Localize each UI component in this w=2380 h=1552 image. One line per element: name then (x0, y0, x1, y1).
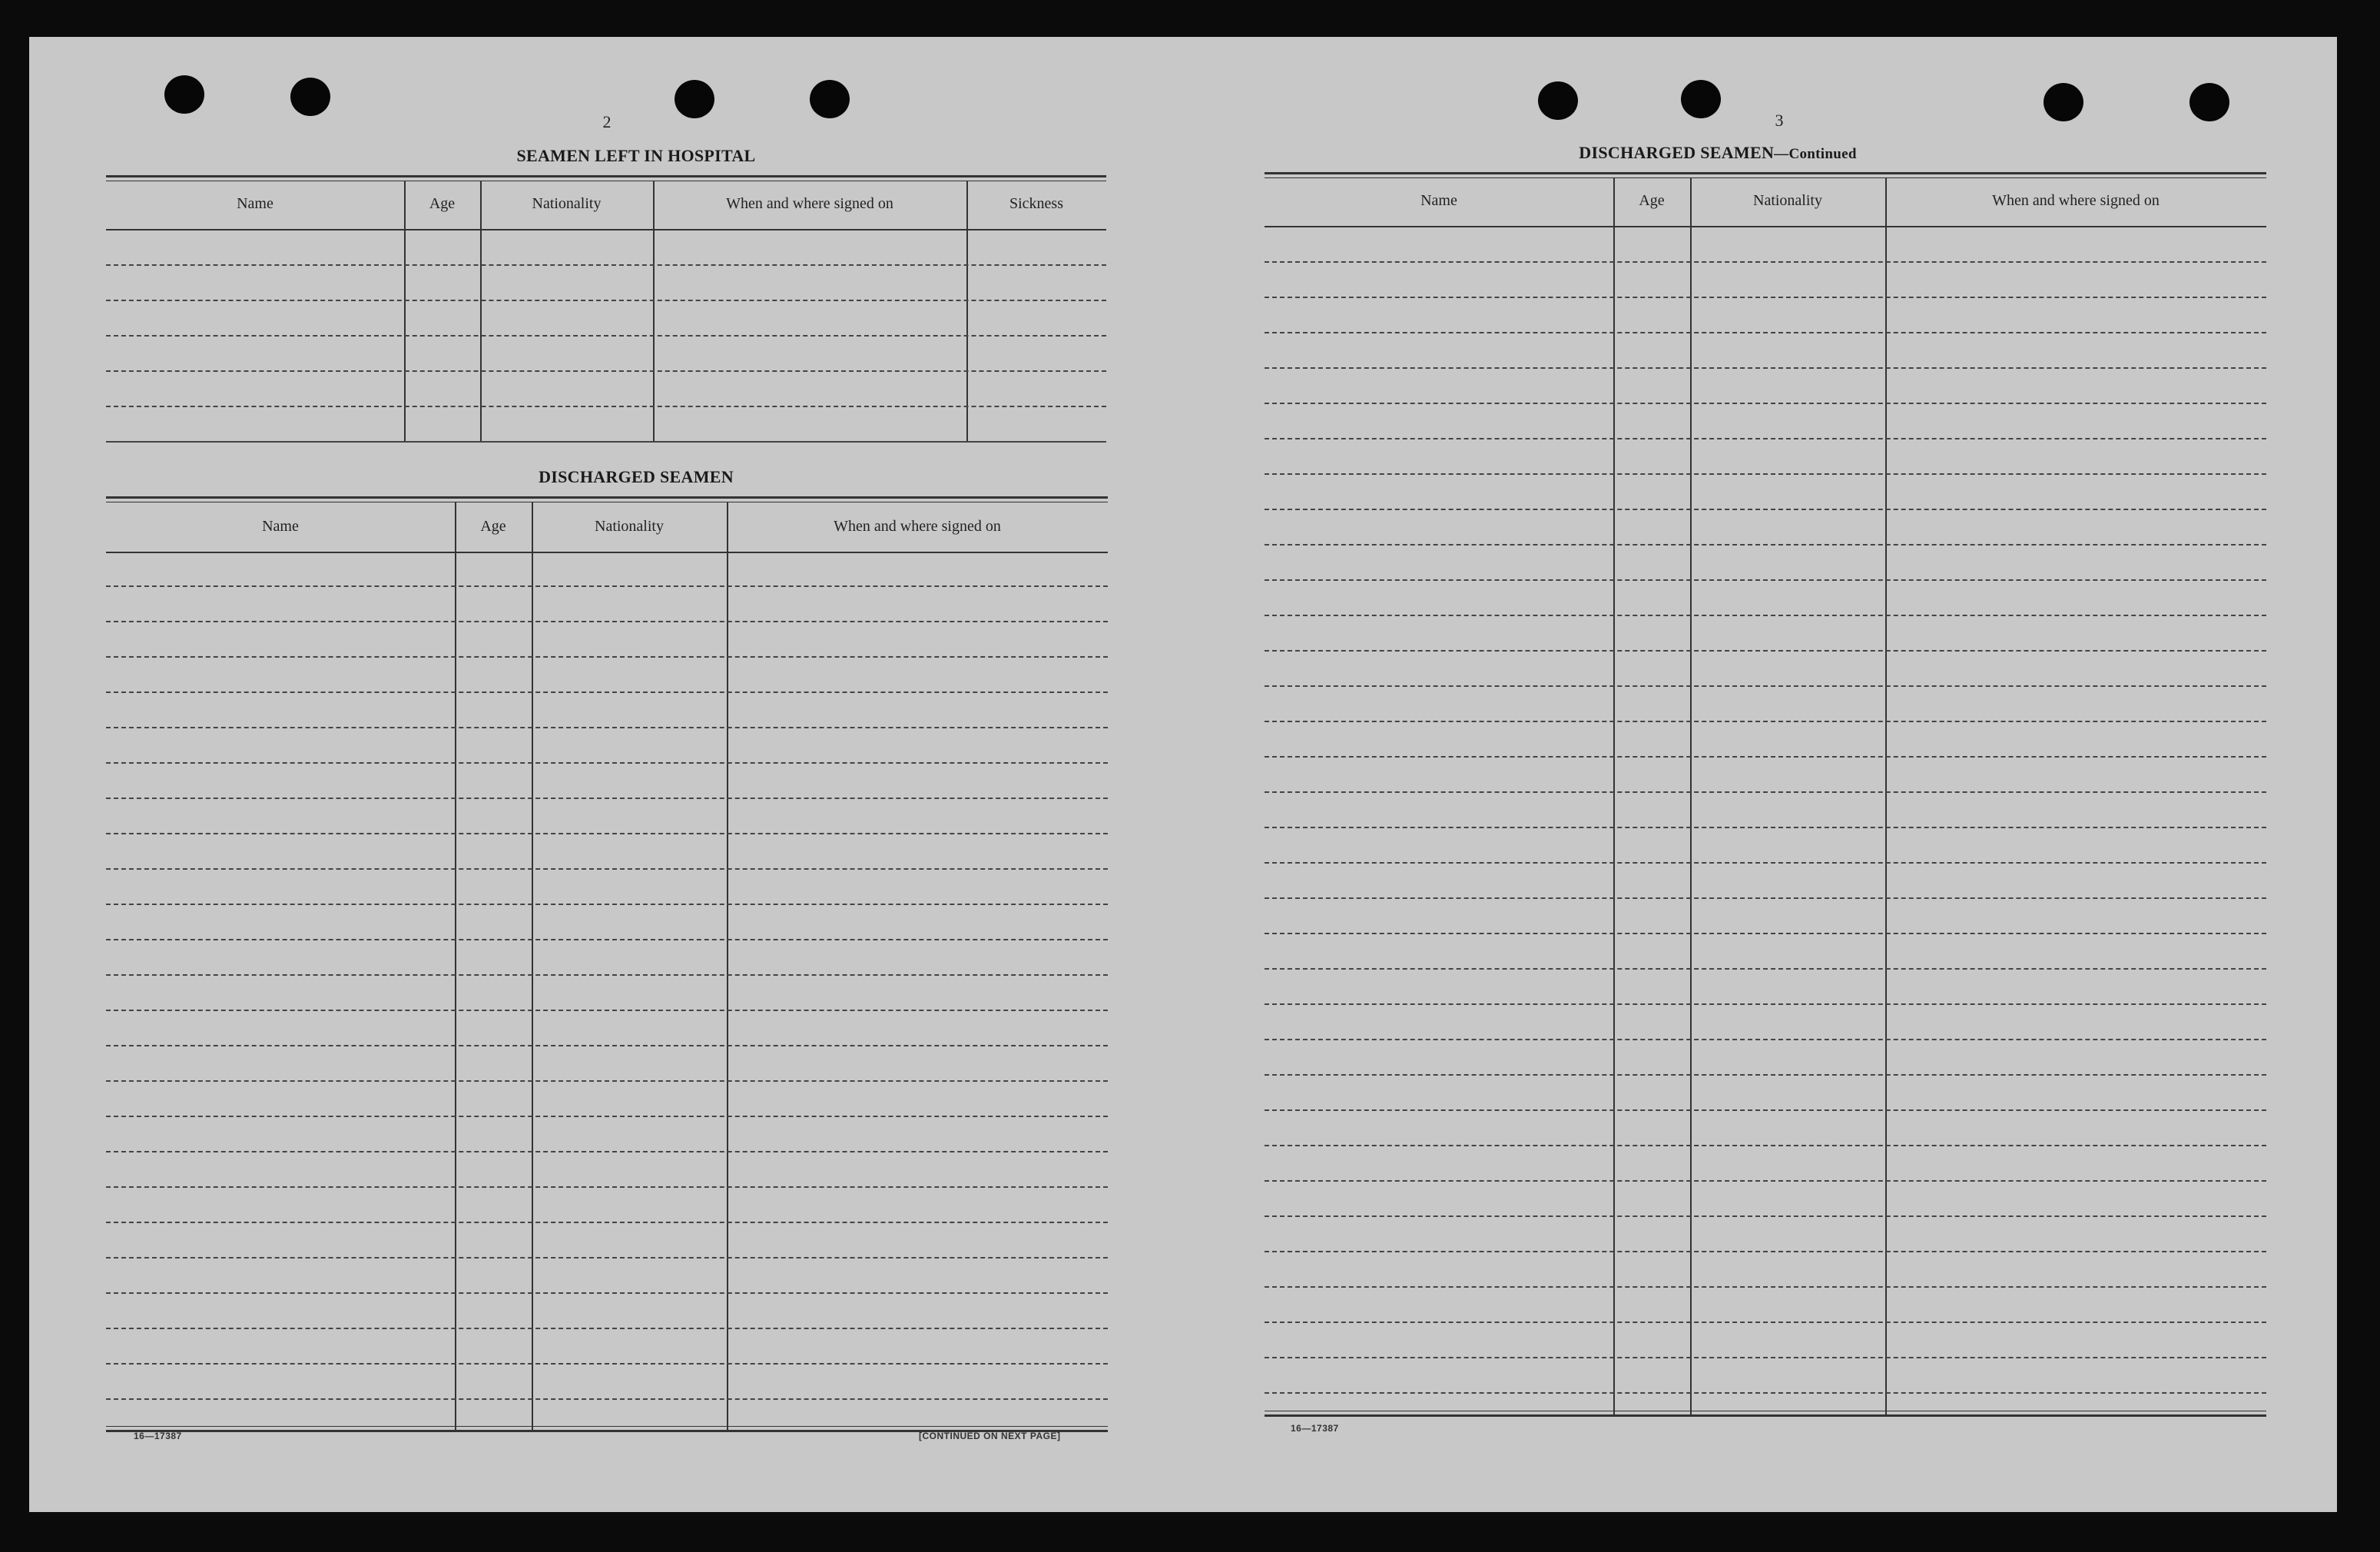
column-header-age: Age (480, 518, 506, 535)
column-header-nationality: Nationality (532, 195, 602, 212)
form-sheet (29, 37, 2337, 1512)
table-row (1265, 297, 2266, 298)
page-number-left: 2 (602, 112, 612, 131)
page-number-right: 3 (1775, 111, 1784, 130)
table-row (1265, 367, 2266, 369)
table-row (106, 1151, 1108, 1152)
column-header-name: Name (237, 195, 273, 212)
table-row (106, 585, 1108, 587)
column-header-age: Age (429, 195, 456, 212)
table-row (1265, 1180, 2266, 1182)
punch-hole (2189, 83, 2229, 121)
table-row (1265, 403, 2266, 404)
table-row (1265, 332, 2266, 333)
table-row (106, 264, 1106, 266)
table-row (1265, 933, 2266, 934)
table-row (1265, 1251, 2266, 1252)
table-row (106, 798, 1108, 799)
table-row (106, 1186, 1108, 1188)
table-row (1265, 1357, 2266, 1358)
table-row (106, 868, 1108, 870)
table-row (1265, 827, 2266, 828)
column-header-name: Name (262, 518, 299, 535)
table-row (106, 335, 1106, 337)
table-row (1265, 1145, 2266, 1146)
discharged-continued-table (1265, 172, 2266, 1432)
table-row (1265, 1074, 2266, 1076)
table-row (106, 1222, 1108, 1223)
column-header-signed-on: When and where signed on (834, 518, 1001, 535)
table-row (1265, 509, 2266, 510)
discharged-section-title: DISCHARGED SEAMEN (539, 467, 734, 486)
column-header-nationality: Nationality (1753, 192, 1822, 209)
hospital-section-title: SEAMEN LEFT IN HOSPITAL (516, 146, 756, 165)
table-row (106, 1045, 1108, 1046)
table-row (106, 621, 1108, 622)
punch-hole (1681, 80, 1721, 118)
table-row (1265, 438, 2266, 439)
table-row (106, 441, 1106, 443)
table-row (1265, 261, 2266, 263)
discharged-continued-title-main: DISCHARGED SEAMEN (1579, 143, 1775, 162)
table-row (1265, 756, 2266, 758)
table-row (106, 939, 1108, 940)
table-row (106, 1328, 1108, 1329)
table-row (106, 370, 1106, 372)
column-header-signed-on: When and where signed on (1992, 192, 2160, 209)
table-row (106, 1292, 1108, 1294)
column-header-signed-on: When and where signed on (726, 195, 893, 212)
table-row (1265, 615, 2266, 616)
table-row (1265, 1109, 2266, 1111)
table-row (106, 1116, 1108, 1117)
table-row (106, 833, 1108, 834)
punch-hole (675, 80, 714, 118)
table-row (1265, 791, 2266, 793)
table-row (1265, 897, 2266, 899)
table-row (106, 300, 1106, 301)
column-header-nationality: Nationality (595, 518, 664, 535)
punch-hole (2044, 83, 2083, 121)
table-row (106, 1010, 1108, 1011)
table-row (1265, 579, 2266, 581)
discharged-continued-title-suffix: —Continued (1774, 146, 1857, 162)
table-row (1265, 862, 2266, 864)
column-header-age: Age (1639, 192, 1665, 209)
table-row (1265, 1322, 2266, 1323)
table-row (1265, 473, 2266, 475)
column-header-name: Name (1420, 192, 1457, 209)
table-row (106, 727, 1108, 728)
column-header-sickness: Sickness (1009, 195, 1063, 212)
table-row (106, 1080, 1108, 1082)
table-row (106, 1257, 1108, 1259)
table-row (106, 1398, 1108, 1400)
continued-note: [CONTINUED ON NEXT PAGE] (919, 1431, 1061, 1441)
table-row (1265, 968, 2266, 970)
form-number-right: 16—17387 (1291, 1423, 1339, 1434)
form-number-left: 16—17387 (134, 1431, 182, 1441)
table-row (1265, 1039, 2266, 1040)
table-row (1265, 1215, 2266, 1217)
table-row (1265, 544, 2266, 546)
table-row (1265, 685, 2266, 687)
table-row (106, 656, 1108, 658)
punch-hole (1538, 81, 1578, 120)
table-row (106, 974, 1108, 976)
table-row (106, 1363, 1108, 1365)
table-row (1265, 721, 2266, 722)
table-row (1265, 650, 2266, 652)
table-row (1265, 1286, 2266, 1288)
hospital-table (106, 175, 1106, 483)
table-row (106, 762, 1108, 764)
discharged-continued-title (1549, 143, 1887, 163)
table-row (106, 406, 1106, 407)
table-row (1265, 1003, 2266, 1005)
punch-hole (290, 78, 330, 116)
punch-hole (810, 80, 850, 118)
punch-hole (164, 75, 204, 114)
table-row (106, 691, 1108, 693)
table-row (106, 904, 1108, 905)
discharged-table (106, 496, 1108, 1464)
table-row (1265, 1392, 2266, 1394)
